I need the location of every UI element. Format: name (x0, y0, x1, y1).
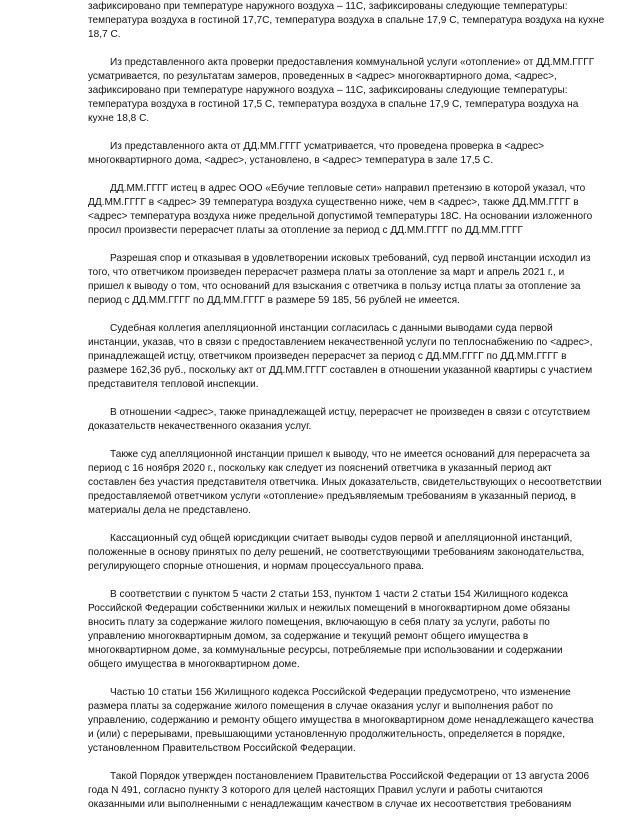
text-line: управлению, содержанию и ремонту общего имущества в многоквартирном доме ненадлежащего качества (88, 715, 594, 726)
text-line: кухне 18,8 С. (88, 113, 150, 124)
paragraph (88, 252, 591, 308)
text-line: Судебная коллегия апелляционной инстанции согласилась с данными выводами суда первой (110, 323, 553, 334)
text-line: вносить плату за содержание жилого помещения, включающую в себя плату за услуги, работы по (88, 617, 550, 628)
text-line: управлению многоквартирным домом, за содержание и текущий ремонт общего имущества в (88, 631, 529, 642)
paragraph (88, 322, 593, 392)
text-line: Российской Федерации собственники жилых и нежилых помещений в многоквартирном доме обязаны (88, 603, 570, 614)
text-line: того, что ответчиком произведен перерасчет размера платы за отопление за март и апрель 2021 г., и (88, 267, 565, 278)
text-line: регулирующего спорные отношения, и нормам процессуального права. (88, 561, 424, 572)
text-line: принадлежащей истцу, ответчиком произведен перерасчет за период с ДД.ММ.ГГГГ по ДД.ММ.ГГГГ в (88, 351, 567, 362)
text-line: 18,7 С. (88, 29, 121, 40)
text-line: оказанными или выполненными с ненадлежащим качеством в случае их несоответствия требованиям (88, 799, 572, 810)
text-line: доказательств некачественного оказания услуг. (88, 421, 312, 432)
text-line: Кассационный суд общей юрисдикции считает выводы судов первой и апелляционной инстанций, (110, 533, 573, 544)
paragraph (88, 182, 593, 238)
text-line: представителя тепловой инспекции. (88, 379, 259, 390)
text-line: предоставляемой ответчиком услуги «отопление» предъявляемым требованиям в указанный период, в (88, 491, 576, 502)
text-line: В отношении <адрес>, также принадлежащей истцу, перерасчет не произведен в связи с отсутствием (110, 407, 591, 418)
text-line: ДД.ММ.ГГГГ в <адрес> 39 температура воздуха существенно ниже, чем в <адрес>, также ДД.ММ.ГГГГ в (88, 197, 579, 208)
text-line: зафиксировано при температуре наружного воздуха – 11С, зафиксированы следующие температуры: (88, 85, 568, 96)
text-line: размера платы за содержание жилого помещения в случае оказания услуг и выполнения работ по (88, 701, 553, 712)
text-line: инстанции, указав, что в связи с предоставлением некачественной услуги по теплоснабжению по <адрес>, (88, 337, 593, 348)
paragraph (88, 0, 605, 42)
paragraph (88, 406, 591, 434)
paragraph (88, 588, 574, 672)
text-line: Разрешая спор и отказывая в удовлетворении исковых требований, суд первой инстанции исходил из (110, 253, 591, 264)
document-page (88, 0, 605, 826)
text-line: период с ДД.ММ.ГГГГ по ДД.ММ.ГГГГ в размере 59 185, 56 рублей не имеется. (88, 295, 460, 306)
text-line: материалы дела не представлено. (88, 505, 251, 516)
text-line: В соответствии с пунктом 5 части 2 статьи 153, пунктом 1 части 2 статьи 154 Жилищного кодекса (110, 589, 569, 600)
paragraph (88, 448, 602, 518)
text-line: <адрес> температура воздуха ниже предельной допустимой температуры 18С. На основании изложенного (88, 211, 593, 222)
text-line: составлен без участия представителя ответчика. Иных доказательств, свидетельствующих о несоответствии (88, 477, 602, 488)
text-line: период с 16 ноября 2020 г., поскольку как следует из пояснений ответчика в указанный период акт (88, 463, 552, 474)
text-line: пришел к выводу о том, что оснований для взыскания с ответчика в пользу истца платы за отопление за (88, 281, 581, 292)
text-line: Из представленного акта от ДД.ММ.ГГГГ усматривается, что проведена проверка в <адрес> (110, 141, 545, 152)
text-line: ДД.ММ.ГГГГ истец в адрес ООО «Ебучие тепловые сети» направил претензию в которой указал, что (110, 183, 586, 194)
text-line: усматривается, по результатам замеров, проведенных в <адрес> многоквартирного дома, <адрес>, (88, 71, 557, 82)
text-line: общего имущества в многоквартирном доме. (88, 659, 300, 670)
text-line: многоквартирного дома, <адрес>, установлено, в <адрес> температура в зале 17,5 С. (88, 155, 494, 166)
text-line: размере 162,36 руб., поскольку акт от ДД.ММ.ГГГГ составлен в отношении указанной квартиры с участием (88, 365, 593, 376)
text-line: зафиксировано при температуре наружного воздуха – 11С, зафиксированы следующие температуры: (88, 1, 568, 12)
text-line: и (или) с перерывами, превышающими установленную продолжительность, определяется в порядке, (88, 729, 566, 740)
text-line: Такой Порядок утвержден постановлением Правительства Российской Федерации от 13 августа 2006 (110, 771, 590, 782)
text-line: многоквартирном доме, за коммунальные ресурсы, потребляемые при использовании и содержании (88, 645, 563, 656)
text-line: установленном Правительством Российской Федерации. (88, 743, 356, 754)
text-line: положенные в основу принятых по делу решений, не соответствующими требованиям законодательства, (88, 547, 585, 558)
text-line: температура воздуха в гостиной 17,7С, температура воздуха в спальне 17,9 С, температура воздуха на кухне (88, 15, 605, 26)
text-line: Частью 10 статьи 156 Жилищного кодекса Российской Федерации предусмотрено, что изменение (110, 687, 571, 698)
paragraph (88, 532, 585, 574)
paragraph (88, 686, 594, 756)
text-line: температура воздуха в гостиной 17,5 С, температура воздуха в спальне 17,9 С, температура воздуха на (88, 99, 579, 110)
text-line: Из представленного акта проверки предоставления коммунальной услуги «отопление» от ДД.ММ.ГГГГ (110, 57, 595, 68)
paragraph (88, 770, 590, 812)
paragraph (88, 56, 595, 126)
text-line: Также суд апелляционной инстанции пришел к выводу, что не имеется оснований для перерасчета за (110, 449, 590, 460)
text-line: года N 491, согласно пункту 3 которого для целей настоящих Правил услуги и работы считаются (88, 785, 543, 796)
text-line: просил произвести перерасчет платы за отопление за период с ДД.ММ.ГГГГ по ДД.ММ.ГГГГ (88, 225, 523, 236)
paragraph (88, 140, 574, 168)
